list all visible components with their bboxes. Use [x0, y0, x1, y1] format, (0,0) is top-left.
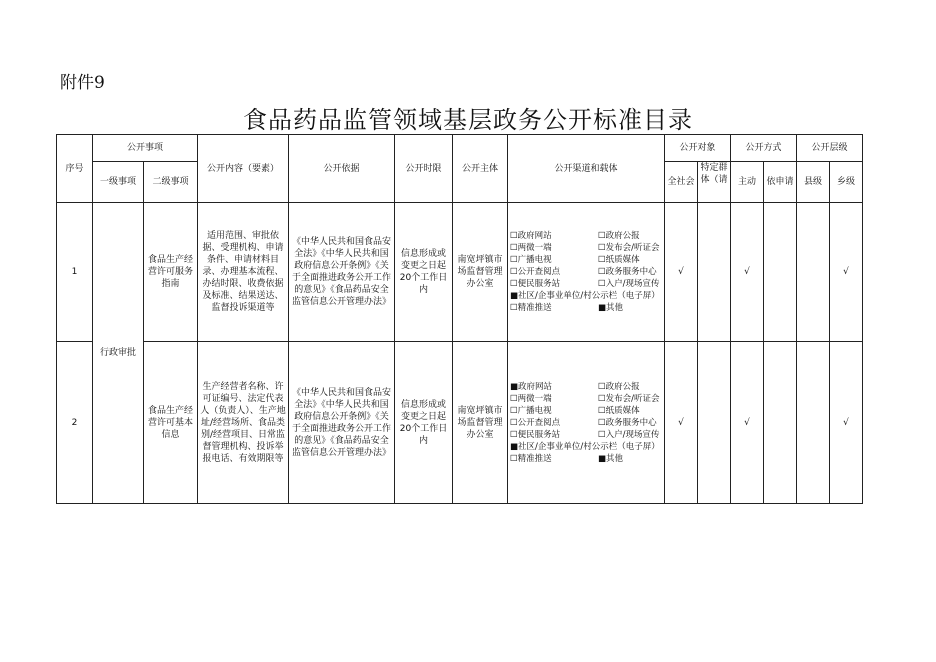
channel-option: ☐政府网站 — [510, 231, 552, 241]
row-on-request-check — [764, 342, 797, 504]
row-township-check: √ — [830, 203, 863, 342]
table-row — [57, 342, 863, 504]
row-time-limit: 信息形成或变更之日起20个工作日内 — [395, 342, 453, 504]
row-basis: 《中华人民共和国食品安全法》《中华人民共和国政府信息公开条例》《关于全面推进政务公开工作的意见》《食品药品安全监管信息公开管理办法》 — [289, 203, 395, 342]
row-level2: 食品生产经营许可服务指南 — [144, 203, 198, 342]
header-township: 乡级 — [830, 162, 863, 203]
row-subject: 南宽坪镇市场监督管理办公室 — [453, 203, 508, 342]
row-specific-group-check — [698, 203, 731, 342]
row-active-check: √ — [731, 342, 764, 504]
channel-option: ☐精准推送 — [510, 303, 552, 313]
channel-option: ☐广播电视 — [510, 255, 552, 265]
header-channels: 公开渠道和载体 — [508, 135, 665, 203]
row-township-check: √ — [830, 342, 863, 504]
channel-option: ☐便民服务站 — [510, 279, 561, 289]
row-active-check: √ — [731, 203, 764, 342]
row-on-request-check — [764, 203, 797, 342]
channel-option: ☐入户/现场宣传 — [598, 429, 660, 440]
channel-option: ■社区/企事业单位/村公示栏（电子屏） — [510, 441, 660, 452]
channel-option: ☐精准推送 — [510, 453, 552, 464]
row-seq: 1 — [57, 203, 93, 342]
channel-option: ☐政府公报 — [598, 381, 640, 392]
channel-option: ☐广播电视 — [510, 405, 552, 416]
row-subject: 南宽坪镇市场监督管理办公室 — [453, 342, 508, 504]
channel-option: ☐入户/现场宣传 — [598, 279, 660, 289]
channel-option: ■其他 — [598, 303, 624, 313]
header-audience: 公开对象 — [665, 135, 731, 162]
channel-option: ■社区/企事业单位/村公示栏（电子屏） — [510, 291, 660, 301]
document-title: 食品药品监管领域基层政务公开标准目录 — [243, 106, 693, 134]
table-row — [57, 203, 863, 342]
row-channels — [508, 342, 665, 504]
channel-option: ■政府网站 — [510, 381, 553, 392]
channel-option: ☐纸质媒体 — [598, 255, 640, 265]
row-channels — [508, 203, 665, 342]
channel-option: ☐公开查阅点 — [510, 267, 561, 277]
header-content: 公开内容（要素） — [198, 135, 289, 203]
header-method: 公开方式 — [731, 135, 797, 162]
header-all-society: 全社会 — [665, 162, 698, 203]
row-time-limit: 信息形成或变更之日起20个工作日内 — [395, 203, 453, 342]
row-county-check — [797, 203, 830, 342]
channel-option: ☐政府公报 — [598, 231, 640, 241]
channel-option: ☐发布会/听证会 — [598, 243, 660, 253]
header-seq: 序号 — [57, 135, 93, 203]
row-all-society-check: √ — [665, 203, 698, 342]
header-items: 公开事项 — [93, 135, 198, 162]
channel-option: ☐便民服务站 — [510, 429, 561, 440]
row-specific-group-check — [698, 342, 731, 504]
header-active: 主动 — [731, 162, 764, 203]
channel-option: ☐公开查阅点 — [510, 417, 561, 428]
row-content: 适用范围、审批依据、受理机构、申请条件、申请材料目录、办理基本流程、办结时限、收费依据及标准、结果送达、监督投诉渠道等 — [198, 203, 289, 342]
row-seq: 2 — [57, 342, 93, 504]
header-time-limit: 公开时限 — [395, 135, 453, 203]
row-content: 生产经营者名称、许可证编号、法定代表人（负责人）、生产地址/经营场所、食品类别/经营项目、日常监督管理机构、投诉举报电话、有效期限等 — [198, 342, 289, 504]
header-basis: 公开依据 — [289, 135, 395, 203]
channel-option: ☐政务服务中心 — [598, 417, 657, 428]
header-on-request: 依申请 — [764, 162, 797, 203]
row-level2: 食品生产经营许可基本信息 — [144, 342, 198, 504]
header-level1: 一级事项 — [93, 162, 144, 203]
row-all-society-check: √ — [665, 342, 698, 504]
channel-option: ☐发布会/听证会 — [598, 393, 660, 404]
channel-option: ☐政务服务中心 — [598, 267, 657, 277]
row-county-check — [797, 342, 830, 504]
row-basis: 《中华人民共和国食品安全法》《中华人民共和国政府信息公开条例》《关于全面推进政务公开工作的意见》《食品药品安全监管信息公开管理办法》 — [289, 342, 395, 504]
channel-option: ■其他 — [598, 453, 624, 464]
channel-option: ☐两微一端 — [510, 243, 552, 253]
header-level: 公开层级 — [797, 135, 863, 162]
header-subject: 公开主体 — [453, 135, 508, 203]
header-specific-group: 特定群体（请 — [698, 162, 731, 203]
channel-option: ☐两微一端 — [510, 393, 552, 404]
header-county: 县级 — [797, 162, 830, 203]
channel-option: ☐纸质媒体 — [598, 405, 640, 416]
annex-label: 附件9 — [60, 73, 105, 93]
level1-item: 行政审批 — [93, 203, 144, 504]
standard-catalog-table — [56, 134, 863, 504]
header-level2: 二级事项 — [144, 162, 198, 203]
